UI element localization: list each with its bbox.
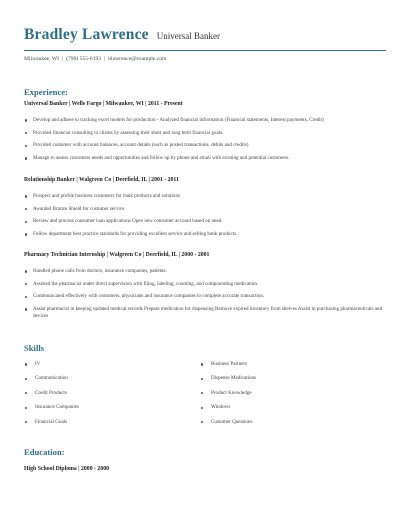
contact-separator: | (104, 56, 106, 62)
resume-header (24, 26, 386, 44)
contact-location: Milwaukee, WI (24, 56, 60, 62)
skill-item: Communication (24, 375, 200, 389)
skill-item: Product Knowledge (200, 390, 376, 404)
job-title: Pharmacy Technician Internship | Walgreen Co | Deerfield, IL | 2000 - 2001 (24, 252, 210, 258)
skills-column-left (24, 361, 200, 433)
list-item: Review and process consumer loan applications Open new consumer account based on need. (24, 218, 384, 225)
job-bullets (24, 117, 384, 168)
skills-grid (24, 361, 384, 433)
contact-line (24, 56, 166, 62)
skill-item: Business Partners (200, 361, 376, 375)
skill-item: Insurance Companies (24, 404, 200, 418)
list-item: Prospect and profile business customers for bank products and solutions (24, 193, 384, 200)
list-item: Provided customer with account balances, account details (such as posted transactions, debits and credits) (24, 142, 384, 149)
education-entry: High School Diploma | 2000 - 2000 (24, 466, 110, 472)
education-heading: Education: (24, 447, 65, 457)
skills-heading: Skills (24, 343, 45, 353)
skill-item: IV (24, 361, 200, 375)
list-item: Assist pharmacist in keeping updated medical records Prepare medication for dispensing Remove expired inventory from shelves Assist in purchasing pharmaceuticals and devices (24, 306, 384, 320)
header-divider (24, 50, 386, 51)
list-item: Manage to assess customers needs and opportunities and follow up by phone and email with existing and potential customers. (24, 155, 384, 162)
list-item: Provided financial consulting to clients by assessing their short and long term financial goals. (24, 130, 384, 137)
skill-item: Windows (200, 404, 376, 418)
skill-item: Customer Questions (200, 419, 376, 433)
candidate-name: Bradley Lawrence (24, 26, 149, 43)
list-item: Develop and adhere to tracking excel models for production - Analyzed financial information (Financial statements, Interest payments, Credit) (24, 117, 384, 124)
contact-phone: (790) 555-6193 (66, 56, 102, 62)
contact-email: blawrence@example.com (108, 56, 167, 62)
skill-item: Credit Products (24, 390, 200, 404)
skills-column-right (200, 361, 376, 433)
job-bullets (24, 268, 384, 326)
skill-item: Dispense Medications (200, 375, 376, 389)
contact-separator: | (62, 56, 64, 62)
job-bullets (24, 193, 384, 244)
experience-heading: Experience: (24, 87, 68, 97)
list-item: Assisted the pharmacist under direct supervision with filing, labeling, counting, and compounding medication. (24, 281, 384, 288)
job-title: Relationship Banker | Walgreen Co | Deerfield, IL | 2001 - 2011 (24, 177, 179, 183)
list-item: Handled phone calls from doctors, insurance companies, patients. (24, 268, 384, 275)
job-title: Universal Banker | Wells Fargo | Milwaukee, WI | 2011 - Present (24, 101, 183, 107)
candidate-title: Universal Banker (156, 31, 220, 41)
list-item: Awarded Bronze Shield for customer service (24, 206, 384, 213)
list-item: Communicated effectively with customers, physicians and insurance companies to complete accurate transaction. (24, 293, 384, 300)
list-item: Follow department best practice standards for providing excellent service and selling bank products. (24, 231, 384, 238)
name-row (24, 26, 386, 44)
skill-item: Financial Goals (24, 419, 200, 433)
